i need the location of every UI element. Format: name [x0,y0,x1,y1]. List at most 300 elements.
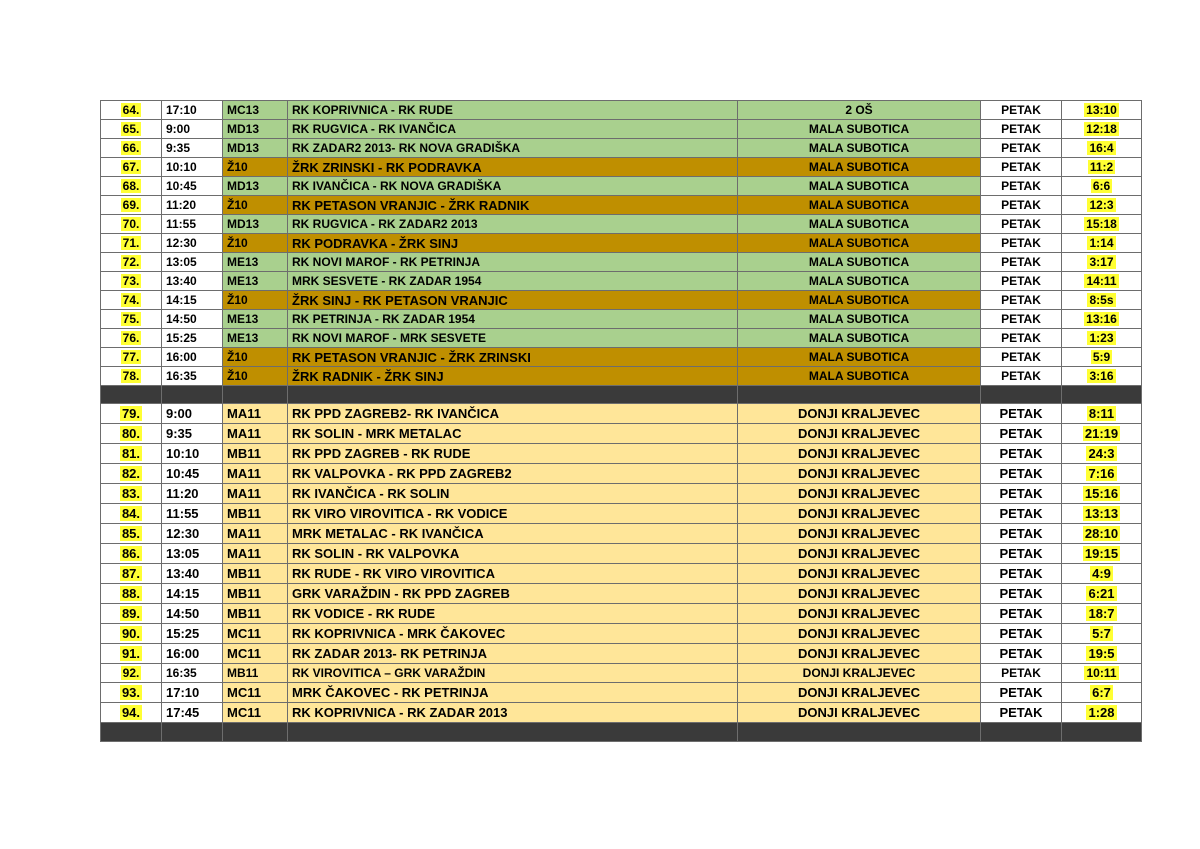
table-row [101,584,1142,604]
weekday: PETAK [981,234,1062,253]
table-row [101,139,1142,158]
table-row [101,234,1142,253]
table-row [101,215,1142,234]
match-number-cell [101,484,162,504]
match-number: 69. [122,198,140,212]
table-row [101,504,1142,524]
match-teams: RK SOLIN - MRK METALAC [288,424,738,444]
match-result: 28:10 [1084,526,1119,541]
category: MD13 [223,139,288,158]
category: MA11 [223,544,288,564]
weekday: PETAK [981,367,1062,386]
category: Ž10 [223,196,288,215]
match-teams: RK NOVI MAROF - RK PETRINJA [288,253,738,272]
venue: MALA SUBOTICA [738,348,981,367]
match-time: 12:30 [162,234,223,253]
match-number: 88. [121,586,141,601]
match-time: 16:00 [162,644,223,664]
result-cell [1062,484,1142,504]
result-cell [1062,624,1142,644]
match-number: 75. [122,312,140,326]
weekday: PETAK [981,348,1062,367]
match-result: 13:16 [1086,312,1117,326]
separator-cell [288,386,738,404]
table-row [101,683,1142,703]
category: ME13 [223,329,288,348]
venue: DONJI KRALJEVEC [738,644,981,664]
separator-cell [101,723,162,742]
match-number-cell [101,253,162,272]
match-time: 11:20 [162,196,223,215]
match-time: 9:00 [162,120,223,139]
match-number-cell [101,234,162,253]
match-number-cell [101,664,162,683]
match-time: 10:10 [162,444,223,464]
weekday: PETAK [981,644,1062,664]
match-number-cell [101,584,162,604]
match-result: 4:9 [1092,566,1111,581]
category: MB11 [223,504,288,524]
category: MB11 [223,604,288,624]
weekday: PETAK [981,624,1062,644]
table-row [101,564,1142,584]
match-number: 89. [121,606,141,621]
match-teams: ŽRK RADNIK - ŽRK SINJ [288,367,738,386]
match-number-cell [101,120,162,139]
table-row [101,544,1142,564]
venue: MALA SUBOTICA [738,139,981,158]
match-time: 13:40 [162,564,223,584]
separator-cell [738,386,981,404]
category: MD13 [223,120,288,139]
match-teams: RK KOPRIVNICA - MRK ČAKOVEC [288,624,738,644]
match-time: 14:50 [162,604,223,624]
match-teams: RK VALPOVKA - RK PPD ZAGREB2 [288,464,738,484]
match-number-cell [101,101,162,120]
category: MA11 [223,524,288,544]
category: MB11 [223,444,288,464]
weekday: PETAK [981,404,1062,424]
match-result: 12:18 [1086,122,1117,136]
match-time: 17:10 [162,683,223,703]
venue: DONJI KRALJEVEC [738,664,981,683]
category: MC11 [223,624,288,644]
match-result: 6:21 [1088,586,1115,601]
venue: MALA SUBOTICA [738,291,981,310]
match-time: 10:45 [162,464,223,484]
match-result: 16:4 [1089,141,1114,155]
result-cell [1062,367,1142,386]
match-teams: RK PETASON VRANJIC - ŽRK RADNIK [288,196,738,215]
match-teams: RK VODICE - RK RUDE [288,604,738,624]
match-number: 64. [122,103,140,117]
separator-row [101,386,1142,404]
result-cell [1062,329,1142,348]
match-number-cell [101,329,162,348]
category: MB11 [223,584,288,604]
result-cell [1062,524,1142,544]
table-row [101,101,1142,120]
table-row [101,703,1142,723]
match-result: 14:11 [1086,274,1117,288]
match-number: 66. [122,141,140,155]
match-result: 18:7 [1088,606,1115,621]
result-cell [1062,664,1142,683]
match-teams: ŽRK ZRINSKI - RK PODRAVKA [288,158,738,177]
result-cell [1062,215,1142,234]
match-result: 5:9 [1092,350,1111,364]
venue: MALA SUBOTICA [738,120,981,139]
match-number: 74. [122,293,140,307]
result-cell [1062,564,1142,584]
table-row [101,484,1142,504]
separator-cell [162,723,223,742]
match-number: 92. [122,666,140,680]
match-number-cell [101,444,162,464]
separator-cell [1062,723,1142,742]
match-number: 90. [121,626,141,641]
weekday: PETAK [981,504,1062,524]
weekday: PETAK [981,444,1062,464]
match-teams: RK KOPRIVNICA - RK ZADAR 2013 [288,703,738,723]
venue: DONJI KRALJEVEC [738,624,981,644]
match-result: 3:17 [1089,255,1114,269]
table-row [101,253,1142,272]
result-cell [1062,464,1142,484]
table-row [101,404,1142,424]
separator-cell [288,723,738,742]
category: Ž10 [223,291,288,310]
weekday: PETAK [981,101,1062,120]
match-time: 16:35 [162,664,223,683]
category: MC13 [223,101,288,120]
weekday: PETAK [981,158,1062,177]
table-row [101,604,1142,624]
match-number-cell [101,177,162,196]
match-time: 14:15 [162,291,223,310]
match-number: 73. [122,274,140,288]
result-cell [1062,703,1142,723]
venue: DONJI KRALJEVEC [738,544,981,564]
venue: DONJI KRALJEVEC [738,484,981,504]
match-teams: GRK VARAŽDIN - RK PPD ZAGREB [288,584,738,604]
weekday: PETAK [981,329,1062,348]
result-cell [1062,444,1142,464]
match-number-cell [101,139,162,158]
weekday: PETAK [981,464,1062,484]
separator-row [101,723,1142,742]
result-cell [1062,644,1142,664]
match-number-cell [101,404,162,424]
result-cell [1062,291,1142,310]
result-cell [1062,253,1142,272]
match-result: 6:6 [1092,179,1111,193]
match-result: 3:16 [1089,369,1114,383]
match-time: 13:40 [162,272,223,291]
weekday: PETAK [981,196,1062,215]
result-cell [1062,234,1142,253]
match-result: 19:15 [1084,546,1119,561]
table-row [101,664,1142,683]
result-cell [1062,544,1142,564]
venue: DONJI KRALJEVEC [738,604,981,624]
weekday: PETAK [981,524,1062,544]
match-teams: RK PETASON VRANJIC - ŽRK ZRINSKI [288,348,738,367]
venue: DONJI KRALJEVEC [738,424,981,444]
match-result: 19:5 [1088,646,1115,661]
match-number-cell [101,272,162,291]
separator-cell [162,386,223,404]
category: MB11 [223,564,288,584]
weekday: PETAK [981,424,1062,444]
match-teams: RK ZADAR 2013- RK PETRINJA [288,644,738,664]
match-teams: RK IVANČICA - RK NOVA GRADIŠKA [288,177,738,196]
category: Ž10 [223,158,288,177]
match-time: 16:35 [162,367,223,386]
category: MA11 [223,484,288,504]
match-time: 10:10 [162,158,223,177]
match-number: 84. [121,506,141,521]
venue: MALA SUBOTICA [738,253,981,272]
match-number: 80. [121,426,141,441]
match-teams: RK VIRO VIROVITICA - RK VODICE [288,504,738,524]
venue: DONJI KRALJEVEC [738,584,981,604]
match-number-cell [101,291,162,310]
match-time: 15:25 [162,329,223,348]
weekday: PETAK [981,120,1062,139]
result-cell [1062,348,1142,367]
match-number-cell [101,158,162,177]
match-number-cell [101,524,162,544]
result-cell [1062,196,1142,215]
weekday: PETAK [981,584,1062,604]
venue: DONJI KRALJEVEC [738,564,981,584]
table-row [101,424,1142,444]
match-teams: RK SOLIN - RK VALPOVKA [288,544,738,564]
match-number: 70. [122,217,140,231]
match-time: 11:55 [162,215,223,234]
category: MA11 [223,424,288,444]
weekday: PETAK [981,272,1062,291]
match-result: 10:11 [1086,666,1117,680]
match-teams: ŽRK SINJ - RK PETASON VRANJIC [288,291,738,310]
match-time: 14:15 [162,584,223,604]
table-row [101,624,1142,644]
match-number-cell [101,544,162,564]
venue: MALA SUBOTICA [738,272,981,291]
category: Ž10 [223,348,288,367]
separator-cell [223,386,288,404]
match-number: 72. [122,255,140,269]
match-time: 9:35 [162,139,223,158]
weekday: PETAK [981,310,1062,329]
match-result: 1:28 [1088,705,1115,720]
separator-cell [101,386,162,404]
weekday: PETAK [981,604,1062,624]
weekday: PETAK [981,484,1062,504]
match-result: 13:10 [1086,103,1117,117]
match-number-cell [101,504,162,524]
category: MB11 [223,664,288,683]
separator-cell [981,386,1062,404]
weekday: PETAK [981,664,1062,683]
match-result: 8:11 [1088,406,1115,421]
match-time: 14:50 [162,310,223,329]
match-result: 1:14 [1089,236,1114,250]
weekday: PETAK [981,253,1062,272]
match-number: 94. [121,705,141,720]
match-time: 11:20 [162,484,223,504]
match-time: 9:35 [162,424,223,444]
result-cell [1062,177,1142,196]
category: MA11 [223,464,288,484]
match-number-cell [101,644,162,664]
match-number-cell [101,703,162,723]
match-time: 9:00 [162,404,223,424]
weekday: PETAK [981,139,1062,158]
venue: MALA SUBOTICA [738,310,981,329]
match-teams: RK PPD ZAGREB2- RK IVANČICA [288,404,738,424]
match-time: 11:55 [162,504,223,524]
match-teams: RK ZADAR2 2013- RK NOVA GRADIŠKA [288,139,738,158]
match-teams: RK VIROVITICA – GRK VARAŽDIN [288,664,738,683]
match-number-cell [101,196,162,215]
match-result: 8:5s [1089,293,1114,307]
schedule-table [100,100,1142,742]
match-number: 93. [121,685,141,700]
table-row [101,272,1142,291]
match-result: 1:23 [1089,331,1114,345]
match-number: 68. [122,179,140,193]
match-time: 13:05 [162,253,223,272]
venue: DONJI KRALJEVEC [738,444,981,464]
match-result: 15:18 [1086,217,1117,231]
venue: DONJI KRALJEVEC [738,504,981,524]
category: ME13 [223,253,288,272]
match-number-cell [101,310,162,329]
match-number-cell [101,215,162,234]
match-teams: MRK METALAC - RK IVANČICA [288,524,738,544]
weekday: PETAK [981,683,1062,703]
match-teams: MRK ČAKOVEC - RK PETRINJA [288,683,738,703]
result-cell [1062,310,1142,329]
result-cell [1062,683,1142,703]
match-number: 71. [122,236,140,250]
venue: DONJI KRALJEVEC [738,404,981,424]
table-row [101,310,1142,329]
match-teams: RK PPD ZAGREB - RK RUDE [288,444,738,464]
result-cell [1062,101,1142,120]
result-cell [1062,424,1142,444]
category: Ž10 [223,367,288,386]
match-number-cell [101,464,162,484]
table-row [101,291,1142,310]
result-cell [1062,504,1142,524]
table-row [101,196,1142,215]
venue: MALA SUBOTICA [738,158,981,177]
match-result: 24:3 [1088,446,1115,461]
venue: MALA SUBOTICA [738,196,981,215]
table-row [101,644,1142,664]
table-row [101,158,1142,177]
separator-cell [1062,386,1142,404]
match-number: 81. [121,446,141,461]
match-number-cell [101,348,162,367]
table-row [101,444,1142,464]
match-result: 5:7 [1092,626,1111,641]
category: ME13 [223,310,288,329]
match-result: 12:3 [1089,198,1114,212]
match-teams: RK IVANČICA - RK SOLIN [288,484,738,504]
match-time: 12:30 [162,524,223,544]
venue: DONJI KRALJEVEC [738,464,981,484]
table-row [101,120,1142,139]
category: ME13 [223,272,288,291]
match-time: 17:10 [162,101,223,120]
table-row [101,464,1142,484]
match-time: 15:25 [162,624,223,644]
match-number: 82. [121,466,141,481]
match-number: 87. [121,566,141,581]
match-time: 16:00 [162,348,223,367]
match-number-cell [101,683,162,703]
match-number: 78. [122,369,140,383]
match-number: 65. [122,122,140,136]
category: MC11 [223,703,288,723]
separator-cell [223,723,288,742]
match-teams: RK RUDE - RK VIRO VIROVITICA [288,564,738,584]
result-cell [1062,584,1142,604]
venue: DONJI KRALJEVEC [738,683,981,703]
result-cell [1062,604,1142,624]
result-cell [1062,158,1142,177]
weekday: PETAK [981,291,1062,310]
match-teams: RK RUGVICA - RK ZADAR2 2013 [288,215,738,234]
match-number: 79. [121,406,141,421]
table-row [101,177,1142,196]
table-row [101,348,1142,367]
match-result: 6:7 [1092,685,1111,700]
category: MD13 [223,177,288,196]
venue: DONJI KRALJEVEC [738,524,981,544]
match-teams: RK NOVI MAROF - MRK SESVETE [288,329,738,348]
category: Ž10 [223,234,288,253]
table-row [101,524,1142,544]
match-teams: RK PODRAVKA - ŽRK SINJ [288,234,738,253]
venue: MALA SUBOTICA [738,177,981,196]
category: MD13 [223,215,288,234]
match-number-cell [101,624,162,644]
venue: MALA SUBOTICA [738,329,981,348]
table-row [101,367,1142,386]
venue: 2 OŠ [738,101,981,120]
match-number: 91. [121,646,141,661]
weekday: PETAK [981,215,1062,234]
match-time: 17:45 [162,703,223,723]
separator-cell [738,723,981,742]
venue: DONJI KRALJEVEC [738,703,981,723]
match-result: 7:16 [1088,466,1115,481]
match-number: 76. [122,331,140,345]
match-number-cell [101,424,162,444]
result-cell [1062,139,1142,158]
match-time: 13:05 [162,544,223,564]
match-number-cell [101,367,162,386]
category: MA11 [223,404,288,424]
result-cell [1062,272,1142,291]
venue: MALA SUBOTICA [738,215,981,234]
match-number: 67. [122,160,140,174]
